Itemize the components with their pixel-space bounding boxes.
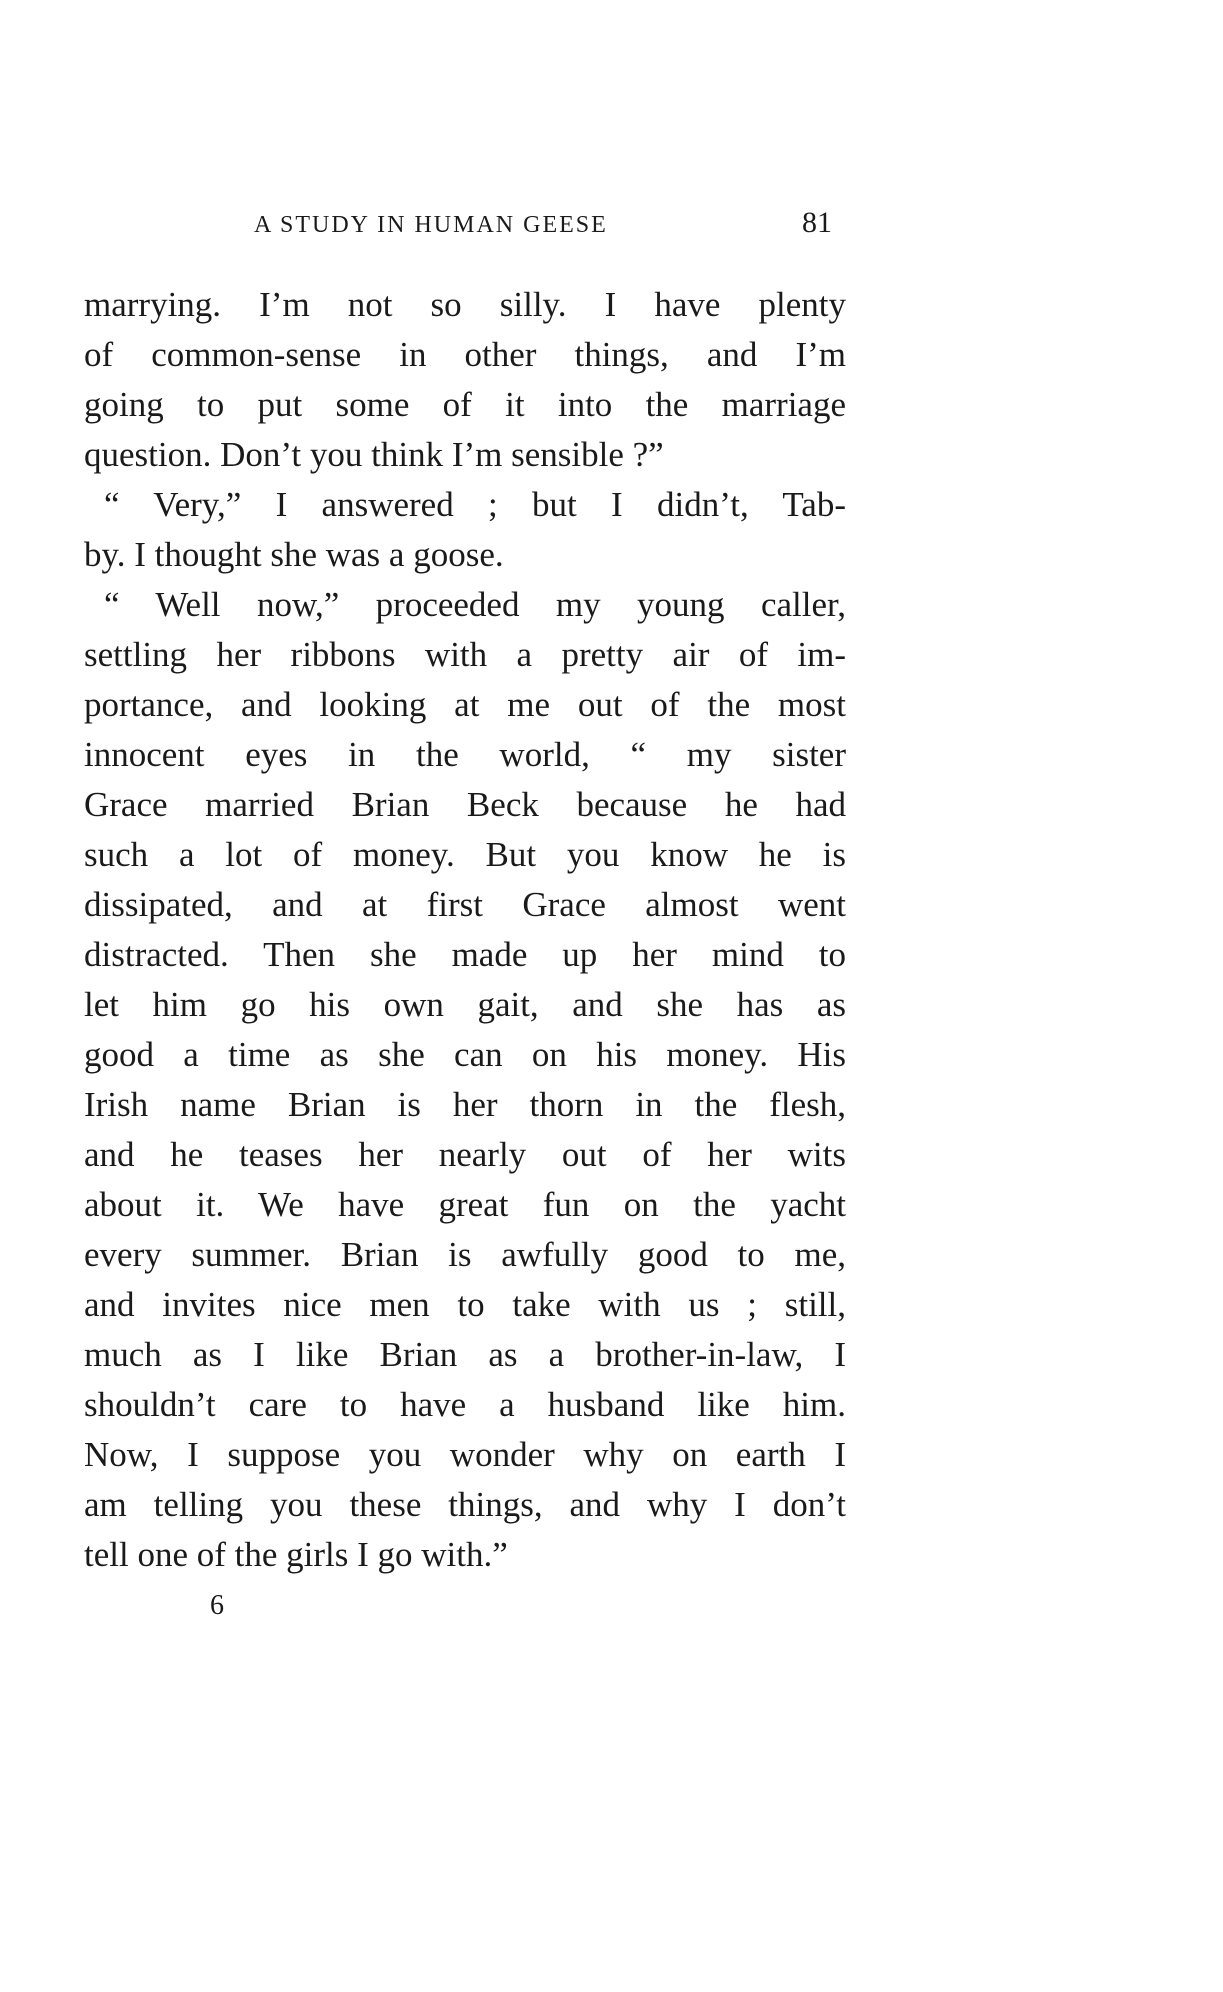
text-line: am telling you these things, and why I don’t (84, 1485, 846, 1524)
text-line: marrying. I’m not so silly. I have plenty (84, 285, 846, 324)
text-line: every summer. Brian is awfully good to me, (84, 1235, 846, 1274)
text-line: Irish name Brian is her thorn in the flesh, (84, 1085, 846, 1124)
text-line: such a lot of money. But you know he is (84, 835, 846, 874)
running-head: A STUDY IN HUMAN GEESE (254, 212, 608, 238)
text-line: distracted. Then she made up her mind to (84, 935, 846, 974)
text-line: tell one of the girls I go with.” (84, 1535, 508, 1574)
text-line: good a time as she can on his money. His (84, 1035, 846, 1074)
text-line: Grace married Brian Beck because he had (84, 785, 846, 824)
text-line: let him go his own gait, and she has as (84, 985, 846, 1024)
text-line: going to put some of it into the marriage (84, 385, 846, 424)
text-line: and he teases her nearly out of her wits (84, 1135, 846, 1174)
text-line: Now, I suppose you wonder why on earth I (84, 1435, 846, 1474)
signature-mark: 6 (210, 1590, 224, 1621)
text-line: “ Very,” I answered ; but I didn’t, Tab- (104, 485, 846, 524)
text-line: by. I thought she was a goose. (84, 535, 504, 574)
text-line: and invites nice men to take with us ; still, (84, 1285, 846, 1324)
text-line: much as I like Brian as a brother-in-law, I (84, 1335, 846, 1374)
text-line: settling her ribbons with a pretty air of im- (84, 635, 846, 674)
text-line: innocent eyes in the world, “ my sister (84, 735, 846, 774)
text-line: “ Well now,” proceeded my young caller, (104, 585, 846, 624)
body-text (84, 280, 846, 1580)
page-number: 81 (802, 206, 832, 239)
text-line: portance, and looking at me out of the most (84, 685, 846, 724)
text-line: dissipated, and at first Grace almost went (84, 885, 846, 924)
text-line: of common-sense in other things, and I’m (84, 335, 846, 374)
text-line: question. Don’t you think I’m sensible ?” (84, 435, 664, 474)
text-line: about it. We have great fun on the yacht (84, 1185, 846, 1224)
text-line: shouldn’t care to have a husband like him. (84, 1385, 846, 1424)
